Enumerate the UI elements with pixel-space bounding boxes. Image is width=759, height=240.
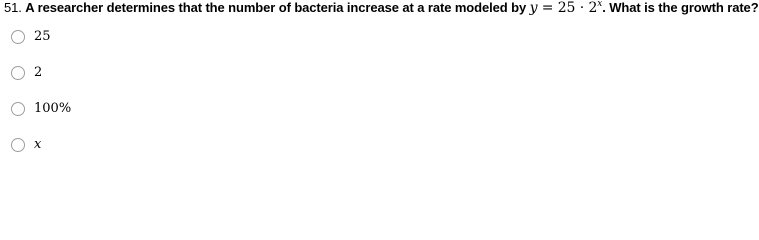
radio-button-icon[interactable] [11, 66, 25, 80]
radio-button-icon[interactable] [11, 30, 25, 44]
equation-lhs: y [529, 0, 538, 16]
radio-button-icon[interactable] [11, 138, 25, 152]
equation-coefficient: 25 [557, 0, 576, 16]
answer-option-1[interactable] [11, 28, 51, 46]
question-number: 51. [4, 0, 22, 15]
radio-button-icon[interactable] [11, 102, 25, 116]
answer-option-label: 100% [34, 101, 72, 116]
equation-dot: · [575, 0, 589, 16]
equation-base: 2 [588, 0, 598, 16]
equation-exponent: x [597, 0, 603, 9]
equation-equals: = [537, 0, 558, 16]
question-text [4, 0, 759, 16]
question-prompt-end: . What is the growth rate? [602, 0, 759, 15]
growth-equation [530, 0, 603, 16]
answer-option-4[interactable] [11, 136, 41, 154]
answer-option-3[interactable] [11, 100, 71, 118]
answer-option-label: x [34, 137, 42, 152]
answer-option-label: 2 [34, 65, 43, 80]
question-prompt-start: A researcher determines that the number of bacteria increase at a rate modeled by [25, 0, 527, 15]
answer-option-2[interactable] [11, 64, 42, 82]
answer-option-label: 25 [34, 29, 51, 44]
